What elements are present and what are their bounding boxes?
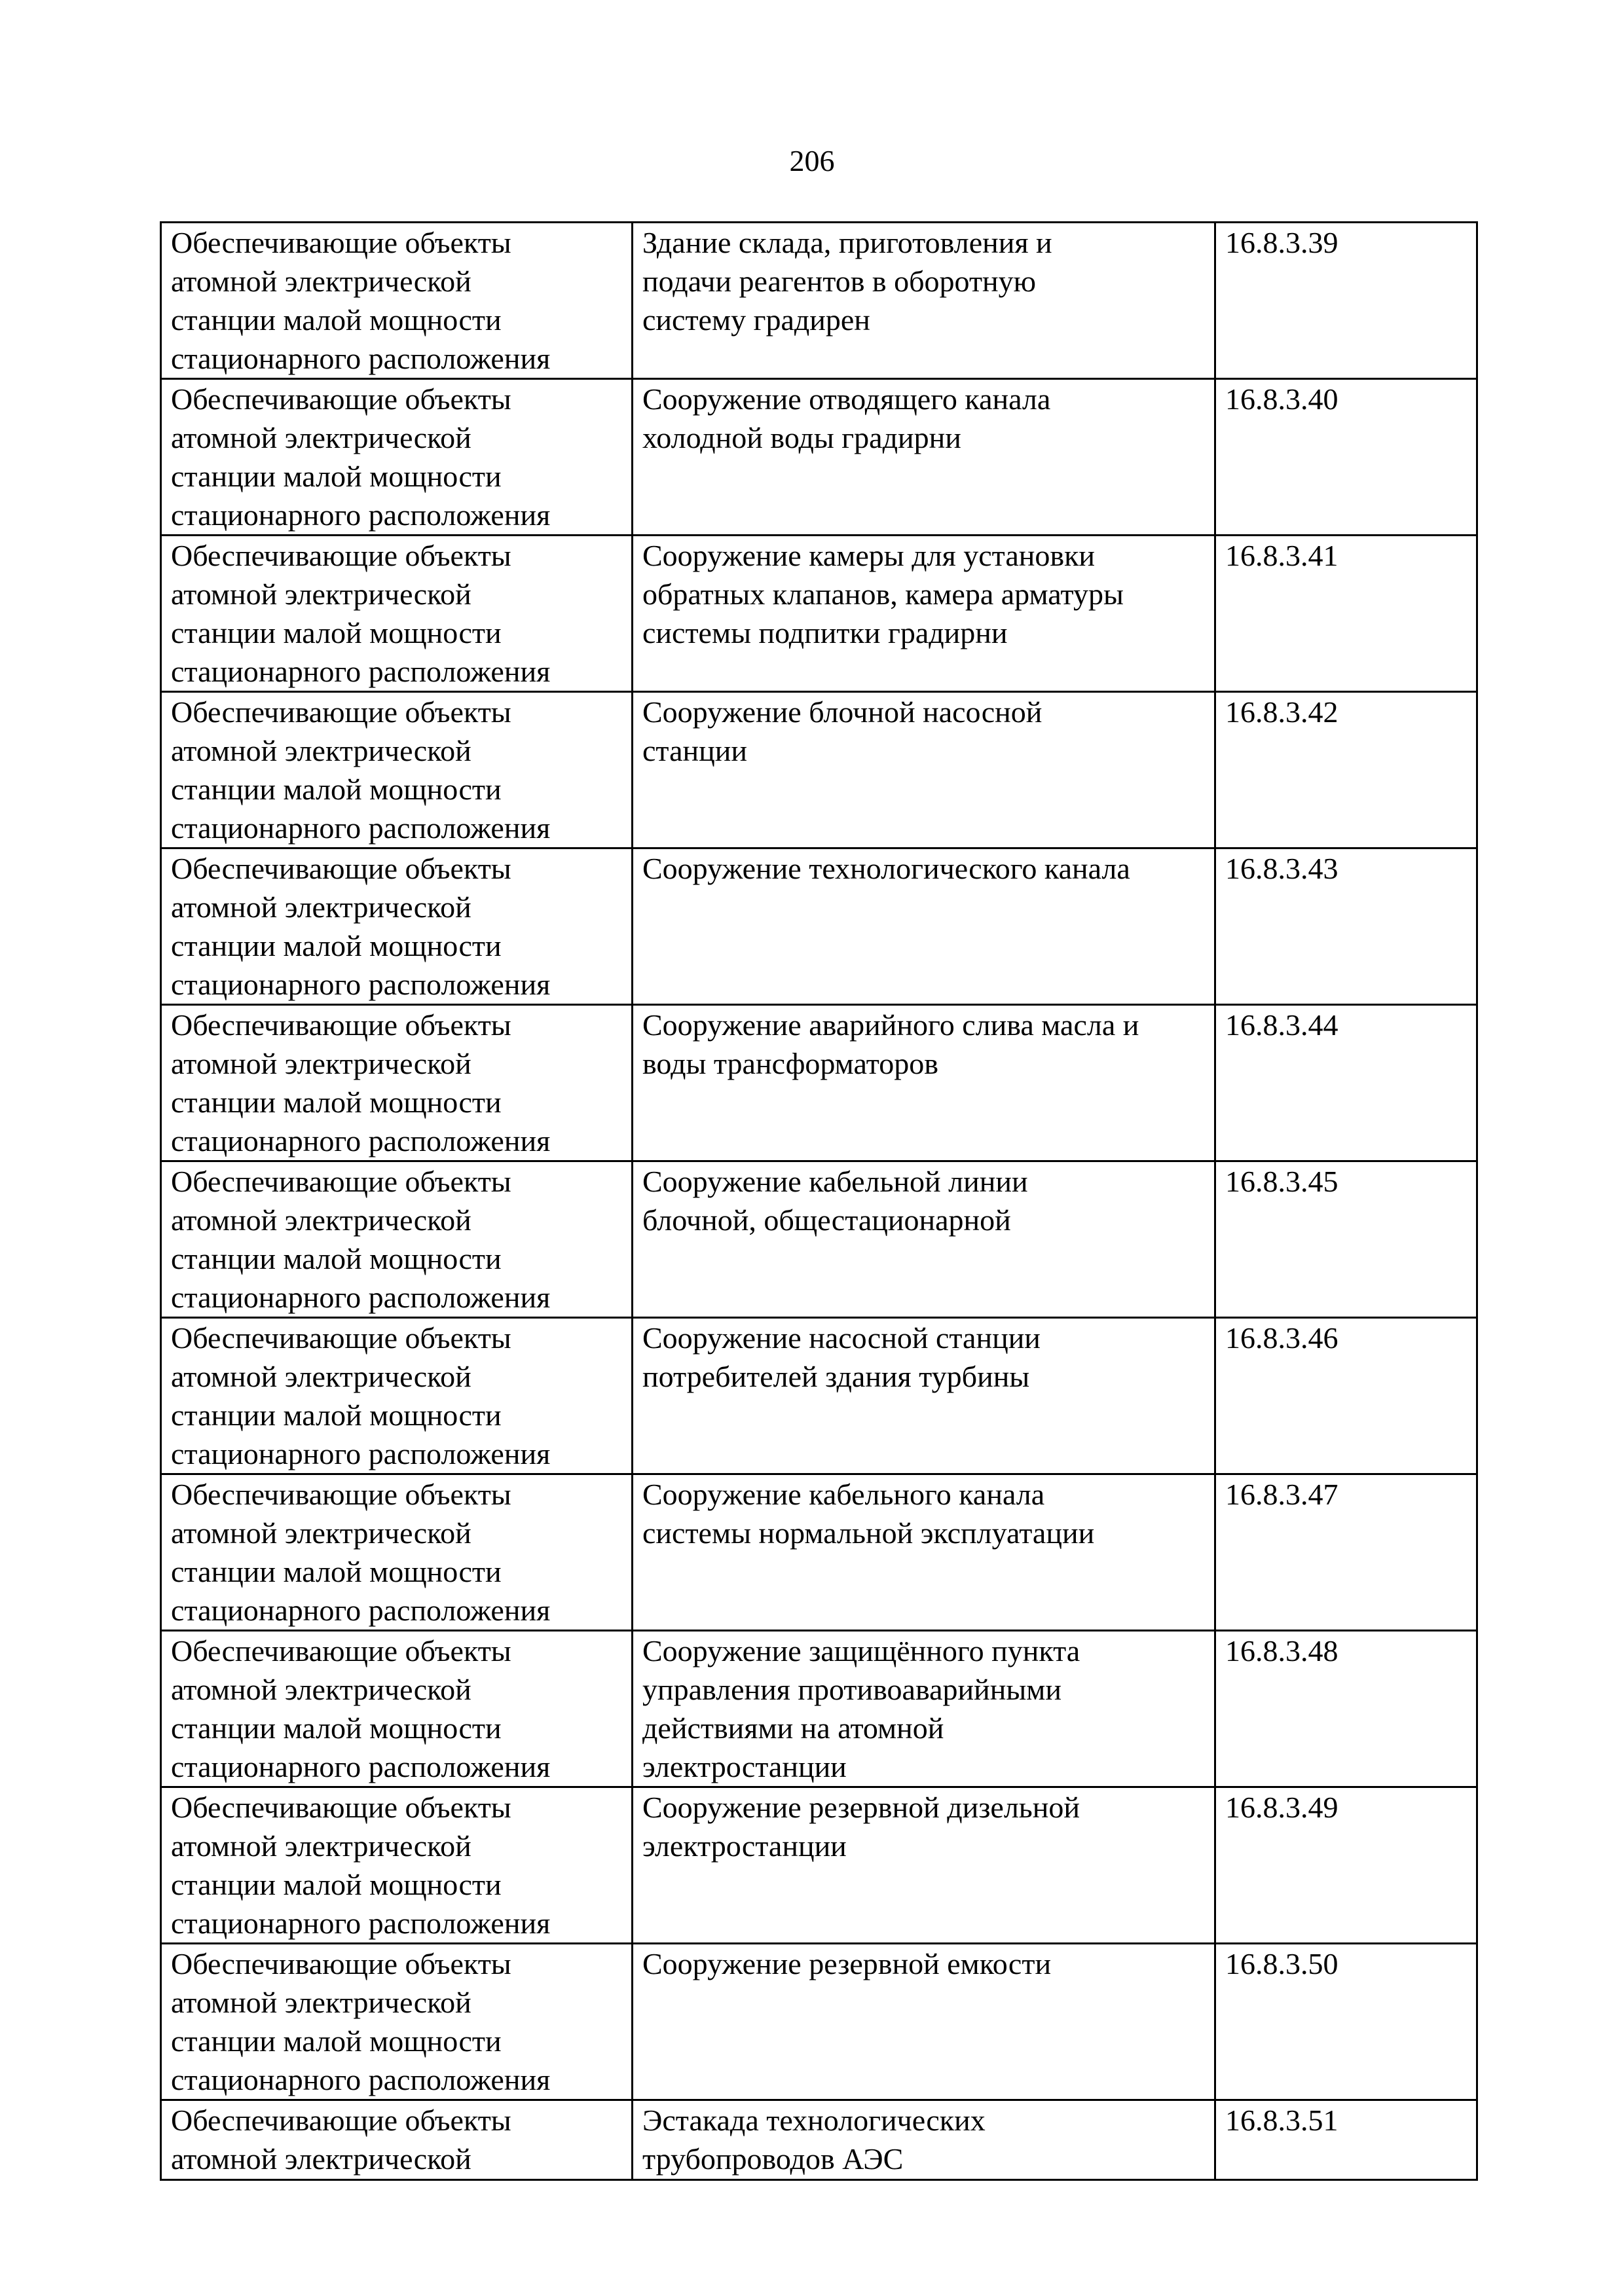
table-row	[161, 1944, 1477, 2100]
page-number: 206	[789, 144, 835, 177]
code-cell: 16.8.3.48	[1215, 1631, 1477, 1787]
code-cell: 16.8.3.45	[1215, 1161, 1477, 1318]
code-cell: 16.8.3.42	[1215, 692, 1477, 848]
description-cell: Сооружение отводящего канала холодной воды градирни	[633, 379, 1215, 536]
category-cell: Обеспечивающие объекты атомной электрической станции малой мощности стационарного расположения	[161, 1787, 633, 1944]
description-cell: Сооружение камеры для установки обратных клапанов, камера арматуры системы подпитки градирни	[633, 536, 1215, 692]
code-cell: 16.8.3.44	[1215, 1005, 1477, 1161]
category-cell: Обеспечивающие объекты атомной электрической станции малой мощности стационарного расположения	[161, 379, 633, 536]
category-cell: Обеспечивающие объекты атомной электрической станции малой мощности стационарного расположения	[161, 1474, 633, 1631]
description-cell: Сооружение блочной насосной станции	[633, 692, 1215, 848]
description-cell: Сооружение резервной дизельной электростанции	[633, 1787, 1215, 1944]
table-row	[161, 223, 1477, 379]
category-cell: Обеспечивающие объекты атомной электрической станции малой мощности стационарного расположения	[161, 1944, 633, 2100]
category-cell: Обеспечивающие объекты атомной электрической станции малой мощности стационарного расположения	[161, 692, 633, 848]
description-cell: Сооружение насосной станции потребителей здания турбины	[633, 1318, 1215, 1474]
table-row	[161, 692, 1477, 848]
table-row	[161, 536, 1477, 692]
code-cell: 16.8.3.49	[1215, 1787, 1477, 1944]
objects-table	[160, 221, 1478, 2181]
description-cell: Сооружение защищённого пункта управления противоаварийными действиями на атомной электростанции	[633, 1631, 1215, 1787]
description-cell: Эстакада технологических трубопроводов АЭС	[633, 2100, 1215, 2180]
table-row	[161, 1787, 1477, 1944]
table-row	[161, 1474, 1477, 1631]
description-cell: Сооружение технологического канала	[633, 848, 1215, 1005]
category-cell: Обеспечивающие объекты атомной электрической станции малой мощности стационарного расположения	[161, 1161, 633, 1318]
category-cell: Обеспечивающие объекты атомной электрической станции малой мощности стационарного расположения	[161, 536, 633, 692]
code-cell: 16.8.3.41	[1215, 536, 1477, 692]
description-cell: Сооружение аварийного слива масла и воды трансформаторов	[633, 1005, 1215, 1161]
category-cell: Обеспечивающие объекты атомной электрической станции малой мощности стационарного расположения	[161, 223, 633, 379]
code-cell: 16.8.3.40	[1215, 379, 1477, 536]
code-cell: 16.8.3.39	[1215, 223, 1477, 379]
category-cell: Обеспечивающие объекты атомной электрической станции малой мощности стационарного расположения	[161, 1631, 633, 1787]
table-row	[161, 1318, 1477, 1474]
table-row	[161, 379, 1477, 536]
description-cell: Сооружение резервной емкости	[633, 1944, 1215, 2100]
code-cell: 16.8.3.50	[1215, 1944, 1477, 2100]
category-cell: Обеспечивающие объекты атомной электрической станции малой мощности стационарного расположения	[161, 848, 633, 1005]
description-cell: Здание склада, приготовления и подачи реагентов в оборотную систему градирен	[633, 223, 1215, 379]
code-cell: 16.8.3.47	[1215, 1474, 1477, 1631]
table-row	[161, 1631, 1477, 1787]
category-cell: Обеспечивающие объекты атомной электрической	[161, 2100, 633, 2180]
table-row	[161, 1161, 1477, 1318]
code-cell: 16.8.3.46	[1215, 1318, 1477, 1474]
code-cell: 16.8.3.51	[1215, 2100, 1477, 2180]
category-cell: Обеспечивающие объекты атомной электрической станции малой мощности стационарного расположения	[161, 1005, 633, 1161]
table-row	[161, 848, 1477, 1005]
description-cell: Сооружение кабельного канала системы нормальной эксплуатации	[633, 1474, 1215, 1631]
category-cell: Обеспечивающие объекты атомной электрической станции малой мощности стационарного расположения	[161, 1318, 633, 1474]
table-row	[161, 1005, 1477, 1161]
description-cell: Сооружение кабельной линии блочной, общестационарной	[633, 1161, 1215, 1318]
table-row	[161, 2100, 1477, 2180]
code-cell: 16.8.3.43	[1215, 848, 1477, 1005]
